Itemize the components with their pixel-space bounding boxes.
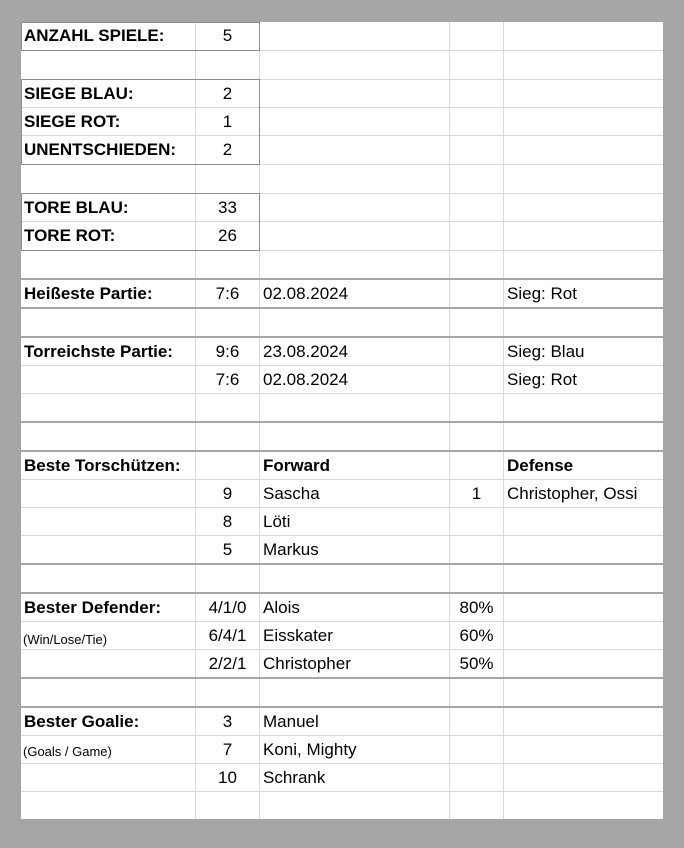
goalie-name: Manuel [263,712,319,731]
highest-scoring-label: Torreichste Partie: [24,342,173,361]
highest-score: 7:6 [215,370,240,389]
forward-name: Markus [263,540,319,559]
goalie-value: 10 [218,768,237,787]
defense-header: Defense [507,456,574,475]
goalie-name: Koni, Mighty [263,740,357,759]
defender-name: Eisskater [263,626,333,645]
goals-blue-label: TORE BLAU: [24,198,129,217]
forward-header: Forward [263,456,331,475]
draws-value: 2 [222,140,233,159]
wins-blue-value: 2 [222,84,233,103]
goalie-name: Schrank [263,768,326,787]
highest-date: 02.08.2024 [263,370,349,389]
best-defender-sublabel: (Win/Lose/Tie) [23,632,108,647]
hottest-result: Sieg: Rot [507,284,577,303]
defender-name: Christopher [263,654,351,673]
top-scorers-label: Beste Torschützen: [24,456,181,475]
goalie-value: 7 [222,740,233,759]
defender-record: 4/1/0 [208,598,247,617]
goals-red-value: 26 [218,226,237,245]
defender-pct: 50% [459,654,494,673]
goalie-value: 3 [222,712,233,731]
highest-date: 23.08.2024 [263,342,349,361]
hottest-label: Heißeste Partie: [24,284,153,303]
wins-blue-label: SIEGE BLAU: [24,84,134,103]
forward-goals: 5 [222,540,233,559]
section-divider [21,421,663,423]
highest-result: Sieg: Blau [507,342,585,361]
hottest-date: 02.08.2024 [263,284,349,303]
highest-score: 9:6 [215,342,240,361]
stats-sheet [21,22,663,819]
best-goalie-label: Bester Goalie: [24,712,140,731]
games-value: 5 [222,26,233,45]
wins-red-value: 1 [222,112,233,131]
defender-pct: 80% [459,598,494,617]
goals-blue-value: 33 [218,198,237,217]
games-label: ANZAHL SPIELE: [24,26,165,45]
wins-red-label: SIEGE ROT: [24,112,121,131]
highest-result: Sieg: Rot [507,370,577,389]
forward-goals: 8 [222,512,233,531]
forward-name: Sascha [263,484,320,503]
defense-goals: 1 [471,484,482,503]
best-defender-label: Bester Defender: [24,598,161,617]
defender-record: 2/2/1 [208,654,247,673]
forward-name: Löti [263,512,291,531]
defender-record: 6/4/1 [208,626,247,645]
best-goalie-sublabel: (Goals / Game) [23,744,112,759]
hottest-score: 7:6 [215,284,240,303]
defender-name: Alois [263,598,300,617]
defense-name: Christopher, Ossi [507,484,638,503]
section-divider [21,563,663,565]
forward-goals: 9 [222,484,233,503]
draws-label: UNENTSCHIEDEN: [24,140,177,159]
goals-red-label: TORE ROT: [24,226,116,245]
defender-pct: 60% [459,626,494,645]
